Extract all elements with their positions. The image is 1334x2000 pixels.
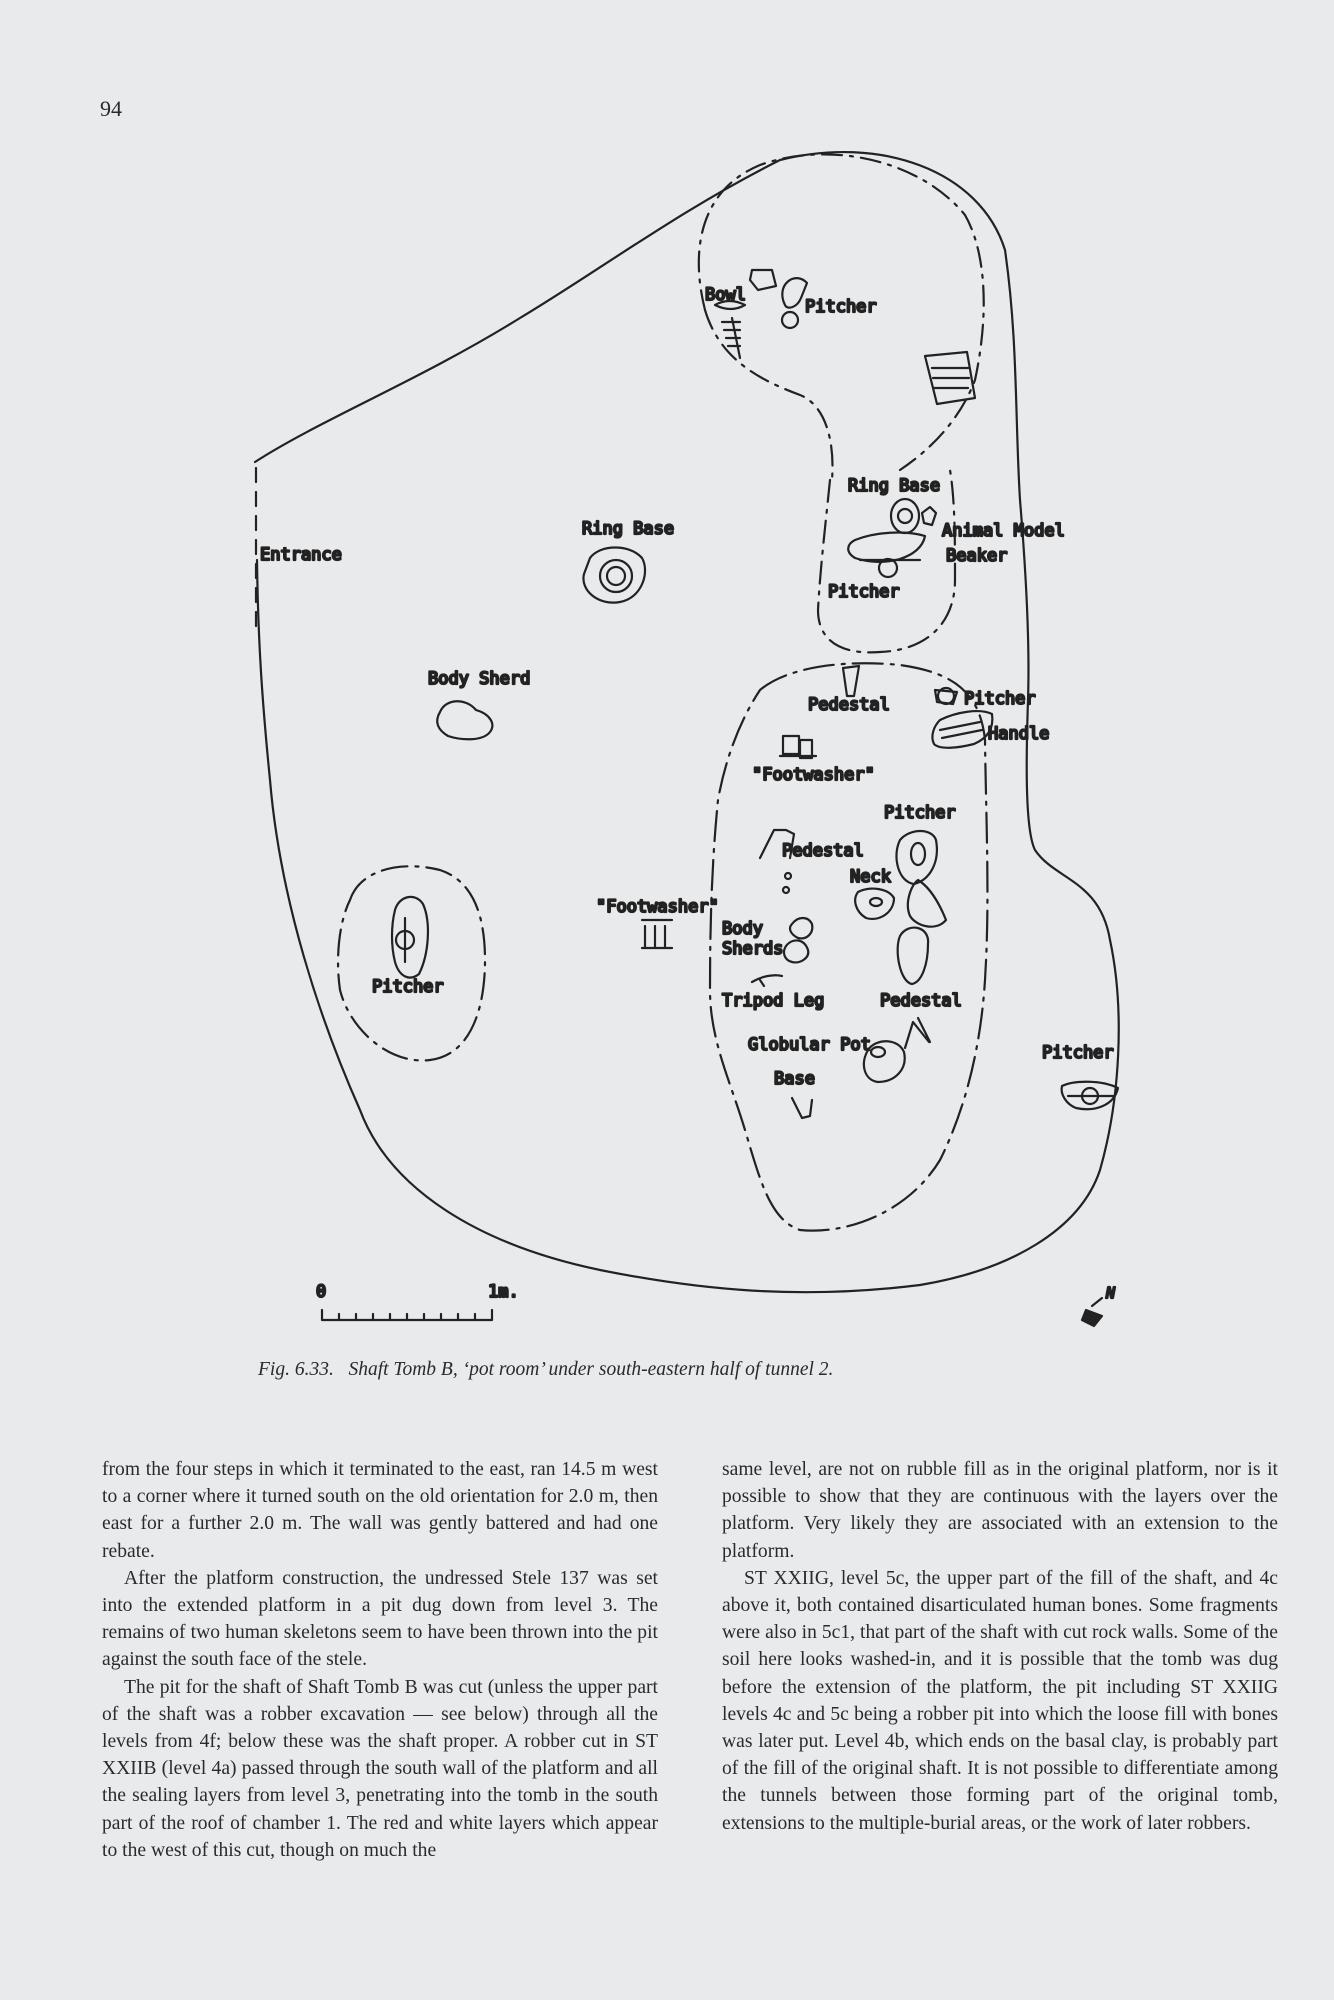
label-entrance: Entrance xyxy=(260,545,342,565)
label-handle: Handle xyxy=(988,724,1050,744)
label-pitcher-chamber2: Pitcher xyxy=(828,582,900,602)
west-niche xyxy=(338,866,485,1060)
right-paragraph-2: ST XXIIG, level 5c, the upper part of the fill of the shaft, and 4c above it, both contained disarticulated human bones. Some fragments were also in 5c1, that part of the shaft with cut rock walls. Some of the soil here looks washed-in, and it is possible that the tomb was dug before the extension of the platform, the pit including ST XXIIG levels 4c and 5c being a robber pit into which the loose fill with bones was later put. Level 4b, which ends on the basal clay, is probably part of the fill of the original shaft. It is not possible to differentiate among the tunnels between those forming part of the original tomb, extensions to the multiple-burial areas, or the work of later robbers. xyxy=(722,1567,1278,1834)
label-pitcher-southeast: Pitcher xyxy=(1042,1043,1114,1063)
north-arrow-icon xyxy=(1082,1298,1102,1326)
label-pitcher-mid: Pitcher xyxy=(884,803,956,823)
label-neck: Neck xyxy=(850,867,891,887)
right-column xyxy=(722,1456,1278,1837)
scale-bar xyxy=(322,1310,492,1320)
label-pedestal-mid: Pedestal xyxy=(782,841,864,861)
neck-find xyxy=(855,889,894,919)
label-pitcher-north: Pitcher xyxy=(805,297,877,317)
outer-outline xyxy=(255,152,1119,1292)
figure-caption: Fig. 6.33. Shaft Tomb B, ‘pot room’ under south-eastern half of tunnel 2. xyxy=(258,1359,834,1380)
scale-zero: 0 xyxy=(316,1282,327,1302)
pedestal-top-find xyxy=(843,666,859,696)
label-animal-model: Animal Model xyxy=(942,521,1065,541)
label-body-sherds-2: Sherds xyxy=(722,939,784,959)
ring-base-east-find xyxy=(891,499,919,533)
label-globular-pot: Globular Pot xyxy=(748,1035,871,1055)
bowl-find xyxy=(750,270,776,290)
slab-find xyxy=(925,352,975,404)
body-sherds-find xyxy=(790,918,812,938)
left-paragraph-1: from the four steps in which it terminated to the east, ran 14.5 m west to a corner where it turned south on the old orientation for 2.0 m, then east for a further 2.0 m. The wall was gently battered and had one rebate. xyxy=(102,1459,658,1562)
label-pedestal-low: Pedestal xyxy=(880,991,962,1011)
footwasher-east-find xyxy=(780,736,816,758)
pitcher-north-find xyxy=(782,278,807,308)
scale-one: 1m. xyxy=(488,1282,519,1302)
label-pitcher-handle: Pitcher xyxy=(964,689,1036,709)
label-beaker: Beaker xyxy=(946,546,1008,566)
north-chamber-lower xyxy=(705,310,833,480)
label-ring-base-center: Ring Base xyxy=(582,519,675,539)
label-ring-base-east: Ring Base xyxy=(848,476,941,496)
footwasher-west-find xyxy=(642,920,672,948)
left-column xyxy=(102,1456,658,1864)
north-label: N xyxy=(1106,1284,1116,1302)
left-paragraph-3: The pit for the shaft of Shaft Tomb B was cut (unless the upper part of the shaft was a robber excavation — see below) through all the levels from 4f; below these was the shaft proper. A robber cut in ST XXIIB (level 4a) passed through the south wall of the platform and all the sealing layers from level 3, penetrating into the tomb in the south part of the roof of chamber 1. The red and white layers which appear to the west of this cut, though on much the xyxy=(102,1676,658,1861)
label-footwasher-east: "Footwasher" xyxy=(752,765,875,785)
right-paragraph-1: same level, are not on rubble fill as in the original platform, nor is it possible to show that they are continuous with the layers over the platform. Very likely they are associated with an extension to the platform. xyxy=(722,1459,1278,1562)
label-bowl: Bowl xyxy=(705,285,746,305)
body-sherd-find xyxy=(437,701,492,739)
tripod-leg-find xyxy=(752,975,782,986)
animal-model-find xyxy=(922,507,936,525)
label-footwasher-west: "Footwasher" xyxy=(596,897,719,917)
beaker-pitcher-find xyxy=(848,533,925,562)
label-pedestal-top: Pedestal xyxy=(808,695,890,715)
label-tripod-leg: Tripod Leg xyxy=(722,991,825,1011)
label-body-sherd: Body Sherd xyxy=(428,669,531,689)
label-pitcher-west: Pitcher xyxy=(372,977,444,997)
page-number: 94 xyxy=(100,96,122,121)
base-find xyxy=(792,1098,812,1118)
left-paragraph-2: After the platform construction, the undressed Stele 137 was set into the extended platform in a pit dug down from level 3. The remains of two human skeletons seem to have been thrown into the pit against the south face of the stele. xyxy=(102,1567,658,1671)
label-body-sherds-1: Body xyxy=(722,919,763,939)
pitcher-mid-find xyxy=(896,831,936,884)
ring-base-center-find xyxy=(583,548,645,603)
label-base: Base xyxy=(774,1069,815,1089)
pedestal-low-find xyxy=(905,1018,930,1048)
